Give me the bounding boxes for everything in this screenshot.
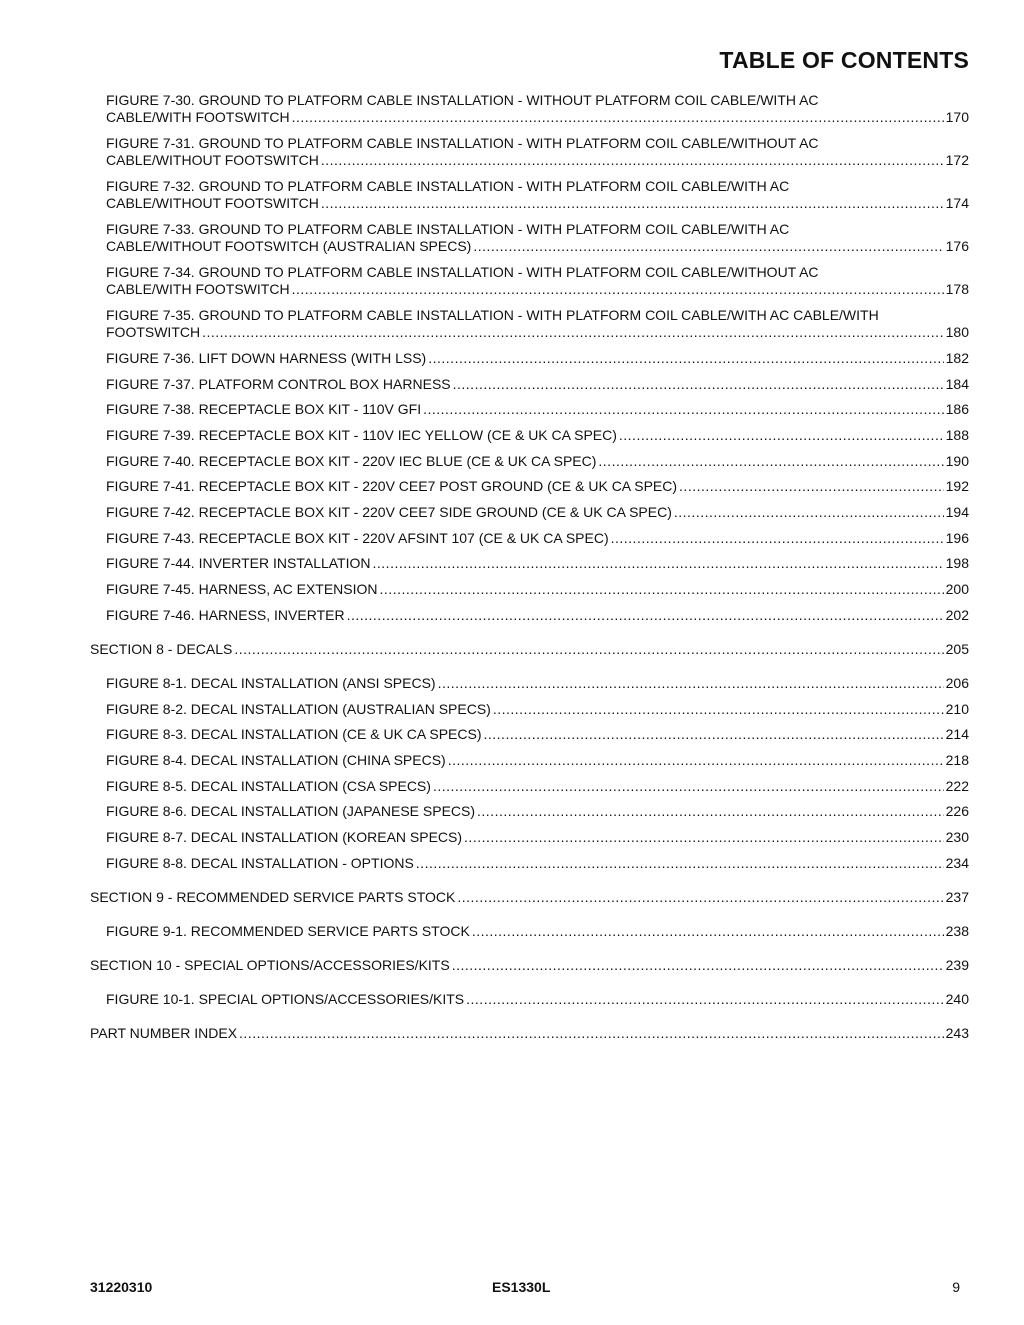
toc-entry[interactable] [106, 376, 969, 393]
toc-entry-title: FIGURE 7-37. PLATFORM CONTROL BOX HARNESS [106, 376, 451, 392]
toc-entry-page: 218 [945, 752, 969, 768]
toc-entry-title: SECTION 10 - SPECIAL OPTIONS/ACCESSORIES/KITS [90, 957, 450, 973]
toc-entry-title: FIGURE 7-32. GROUND TO PLATFORM CABLE INSTALLATION - WITH PLATFORM COIL CABLE/WITH AC [106, 178, 790, 194]
dot-leader [484, 726, 944, 743]
dot-leader [416, 855, 944, 872]
toc-entry-page: 198 [945, 555, 969, 571]
toc-entry-title: FIGURE 7-33. GROUND TO PLATFORM CABLE INSTALLATION - WITH PLATFORM COIL CABLE/WITH AC [106, 221, 790, 237]
page-title: TABLE OF CONTENTS [719, 47, 969, 73]
dot-leader [679, 478, 944, 495]
toc-entry-title: FIGURE 7-39. RECEPTACLE BOX KIT - 110V IEC YELLOW (CE & UK CA SPEC) [106, 427, 617, 443]
dot-leader [428, 350, 943, 367]
dot-leader [619, 427, 944, 444]
toc-entry-page: 192 [945, 478, 969, 494]
toc-entry-title: PART NUMBER INDEX [90, 1025, 238, 1041]
toc-entry-title: FIGURE 7-34. GROUND TO PLATFORM CABLE INSTALLATION - WITH PLATFORM COIL CABLE/WITHOUT AC [106, 264, 819, 280]
toc-entry-title: FIGURE 8-3. DECAL INSTALLATION (CE & UK CA SPECS) [106, 726, 482, 742]
toc-entry-page: 239 [945, 957, 969, 973]
dot-leader [239, 1025, 944, 1042]
dot-leader [373, 555, 944, 572]
toc-section-entry[interactable] [90, 1025, 969, 1042]
toc-entry[interactable] [106, 701, 969, 718]
toc-entry-title: FIGURE 9-1. RECOMMENDED SERVICE PARTS STOCK [106, 923, 470, 939]
dot-leader [380, 581, 944, 598]
dot-leader [438, 675, 944, 692]
toc-entry-page: 210 [945, 701, 969, 717]
toc-entry-title-cont: CABLE/WITHOUT FOOTSWITCH [106, 152, 319, 168]
toc-entry[interactable] [106, 92, 969, 126]
toc-entry[interactable] [106, 264, 969, 298]
toc-entry-page: 202 [945, 607, 969, 623]
toc-section-entry[interactable] [90, 889, 969, 906]
toc-entry-page: 230 [945, 829, 969, 845]
toc-entry-title: FIGURE 8-6. DECAL INSTALLATION (JAPANESE SPECS) [106, 803, 476, 819]
footer-doc-number: 31220310 [90, 1279, 153, 1295]
toc-entry-page: 186 [945, 401, 969, 417]
dot-leader [477, 803, 944, 820]
dot-leader [453, 376, 944, 393]
toc-entry-title: FIGURE 7-30. GROUND TO PLATFORM CABLE INSTALLATION - WITHOUT PLATFORM COIL CABLE/WITH AC [106, 92, 819, 108]
toc-entry-page: 194 [945, 504, 969, 520]
toc-entry-title: FIGURE 7-43. RECEPTACLE BOX KIT - 220V AFSINT 107 (CE & UK CA SPEC) [106, 530, 609, 546]
toc-entry-title-cont: CABLE/WITH FOOTSWITCH [106, 109, 290, 125]
dot-leader [292, 281, 944, 298]
dot-leader [347, 607, 944, 624]
toc-entry[interactable] [106, 178, 969, 212]
toc-entry-page: 234 [945, 855, 969, 871]
dot-leader [466, 991, 944, 1008]
toc-entry-title: FIGURE 7-42. RECEPTACLE BOX KIT - 220V CEE7 SIDE GROUND (CE & UK CA SPEC) [106, 504, 672, 520]
toc-entry[interactable] [106, 675, 969, 692]
toc-entry-title-cont: FOOTSWITCH [106, 324, 201, 340]
toc-entry[interactable] [106, 829, 969, 846]
toc-entry-title: FIGURE 8-4. DECAL INSTALLATION (CHINA SPECS) [106, 752, 446, 768]
toc-entry-page: 240 [945, 991, 969, 1007]
dot-leader [321, 152, 944, 169]
toc-entry-title: FIGURE 7-38. RECEPTACLE BOX KIT - 110V GFI [106, 401, 422, 417]
toc-entry-title: FIGURE 10-1. SPECIAL OPTIONS/ACCESSORIES/KITS [106, 991, 465, 1007]
toc-entry[interactable] [106, 726, 969, 743]
dot-leader [473, 238, 943, 255]
dot-leader [448, 752, 944, 769]
toc-entry-title-cont: CABLE/WITHOUT FOOTSWITCH [106, 195, 319, 211]
dot-leader [423, 401, 944, 418]
toc-section-entry[interactable] [90, 957, 969, 974]
toc-entry-page: 226 [945, 803, 969, 819]
dot-leader [433, 778, 944, 795]
toc-entry-page: 180 [945, 324, 969, 340]
dot-leader [611, 530, 944, 547]
toc-entry[interactable] [106, 607, 969, 624]
toc-entry-title: FIGURE 7-40. RECEPTACLE BOX KIT - 220V IEC BLUE (CE & UK CA SPEC) [106, 453, 597, 469]
toc-entry[interactable] [106, 923, 969, 940]
toc-entry-title: FIGURE 7-35. GROUND TO PLATFORM CABLE INSTALLATION - WITH PLATFORM COIL CABLE/WITH AC CABLE/WITH [106, 307, 879, 323]
toc-entry-page: 190 [945, 453, 969, 469]
dot-leader [472, 923, 944, 940]
toc-entry-title: SECTION 8 - DECALS [90, 641, 233, 657]
toc-entry-page: 174 [945, 195, 969, 211]
toc-entry[interactable] [106, 991, 969, 1008]
dot-leader [321, 195, 944, 212]
toc-entry[interactable] [106, 555, 969, 572]
toc-entry-page: 243 [945, 1025, 969, 1041]
toc-entry-page: 214 [945, 726, 969, 742]
dot-leader [598, 453, 943, 470]
toc-entry-page: 170 [945, 109, 969, 125]
footer-page-number: 9 [952, 1279, 960, 1295]
toc-entry[interactable] [106, 778, 969, 795]
toc-entry-title: FIGURE 7-46. HARNESS, INVERTER [106, 607, 345, 623]
toc-entry-title: FIGURE 7-31. GROUND TO PLATFORM CABLE INSTALLATION - WITH PLATFORM COIL CABLE/WITHOUT AC [106, 135, 819, 151]
toc-entry[interactable] [106, 530, 969, 547]
toc-entry-title-cont: CABLE/WITHOUT FOOTSWITCH (AUSTRALIAN SPECS) [106, 238, 472, 254]
toc-entry-page: 182 [945, 350, 969, 366]
toc-entry[interactable] [106, 427, 969, 444]
toc-entry[interactable] [106, 855, 969, 872]
toc-entry-page: 188 [945, 427, 969, 443]
toc-entry-title: FIGURE 7-41. RECEPTACLE BOX KIT - 220V CEE7 POST GROUND (CE & UK CA SPEC) [106, 478, 678, 494]
dot-leader [464, 829, 944, 846]
toc-entry-title: FIGURE 8-2. DECAL INSTALLATION (AUSTRALIAN SPECS) [106, 701, 491, 717]
toc-entry-page: 176 [945, 238, 969, 254]
toc-entry[interactable] [106, 803, 969, 820]
toc-entry[interactable] [106, 221, 969, 255]
toc-entry-page: 222 [945, 778, 969, 794]
toc-entry[interactable] [106, 581, 969, 598]
toc-entry-page: 184 [945, 376, 969, 392]
toc-entry[interactable] [106, 401, 969, 418]
toc-entry-title: FIGURE 8-7. DECAL INSTALLATION (KOREAN SPECS) [106, 829, 463, 845]
dot-leader [292, 109, 944, 126]
dot-leader [457, 889, 943, 906]
toc-entry-title: FIGURE 7-36. LIFT DOWN HARNESS (WITH LSS) [106, 350, 427, 366]
toc-entry-page: 237 [945, 889, 969, 905]
toc-entry-title: SECTION 9 - RECOMMENDED SERVICE PARTS STOCK [90, 889, 456, 905]
dot-leader [452, 957, 944, 974]
toc-entry[interactable] [106, 504, 969, 521]
toc-entry[interactable] [106, 135, 969, 169]
toc-entry-page: 178 [945, 281, 969, 297]
toc-entry-page: 196 [945, 530, 969, 546]
dot-leader [234, 641, 943, 658]
toc-entry-title: FIGURE 8-1. DECAL INSTALLATION (ANSI SPECS) [106, 675, 436, 691]
toc-entry-title: FIGURE 8-8. DECAL INSTALLATION - OPTIONS [106, 855, 414, 871]
dot-leader [674, 504, 944, 521]
toc-section-entry[interactable] [90, 641, 969, 658]
toc-entry-title: FIGURE 7-44. INVERTER INSTALLATION [106, 555, 371, 571]
toc-entry-page: 206 [945, 675, 969, 691]
toc-entry-title: FIGURE 7-45. HARNESS, AC EXTENSION [106, 581, 378, 597]
toc-entry[interactable] [106, 752, 969, 769]
toc-entry-page: 238 [945, 923, 969, 939]
dot-leader [493, 701, 944, 718]
toc-entry-page: 200 [945, 581, 969, 597]
toc-entry-page: 172 [945, 152, 969, 168]
toc-entry[interactable] [106, 478, 969, 495]
toc-entry[interactable] [106, 350, 969, 367]
toc-entry[interactable] [106, 307, 969, 341]
toc-entry-page: 205 [945, 641, 969, 657]
toc-entry-title: FIGURE 8-5. DECAL INSTALLATION (CSA SPECS) [106, 778, 431, 794]
dot-leader [202, 324, 944, 341]
toc-entry[interactable] [106, 453, 969, 470]
footer-model: ES1330L [492, 1279, 551, 1295]
toc-entry-title-cont: CABLE/WITH FOOTSWITCH [106, 281, 290, 297]
